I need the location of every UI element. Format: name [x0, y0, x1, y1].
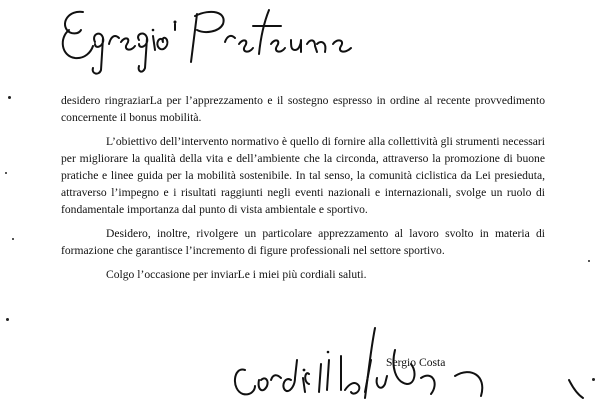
paragraph-appreciation: Desidero, inoltre, rivolgere un particolare apprezzamento al lavoro svolto in materia di formazione che garantisce l’incremento di figure professionali nel settore sportivo.: [61, 227, 545, 257]
letter-body: [61, 92, 545, 283]
paragraph-closing: Colgo l’occasione per inviarLe i miei più cordiali saluti.: [106, 268, 367, 281]
scan-speck: [5, 172, 7, 174]
scan-speck: [592, 378, 595, 381]
scan-speck: [8, 96, 11, 99]
handwritten-salutation: [55, 0, 375, 80]
paragraph-opening: desidero ringraziarLa per l’apprezzamento e il sostegno espresso in ordine al recente provvedimento concernente il bonus mobilità.: [61, 94, 545, 124]
scan-speck: [6, 318, 9, 321]
signer-name: Sergio Costa: [386, 356, 446, 369]
paragraph-objective: L’obiettivo dell’intervento normativo è quello di fornire alla collettività gli strumenti necessari per migliorare la qualità della vita e dell’ambiente che la circonda, attraverso la promozione di buone pratiche e linee guida per la mobilità sostenibile. In tal senso, la comunità ciclistica da Lei presieduta, attraverso l’impegno e i risultati raggiunti negli eventi nazionali e internazionali, svolge un ruolo di fondamentale importanza dal punto di vista ambientale e sportivo.: [61, 135, 545, 216]
handwritten-signature: [225, 320, 600, 400]
scan-speck: [588, 260, 590, 262]
scan-speck: [12, 238, 14, 240]
